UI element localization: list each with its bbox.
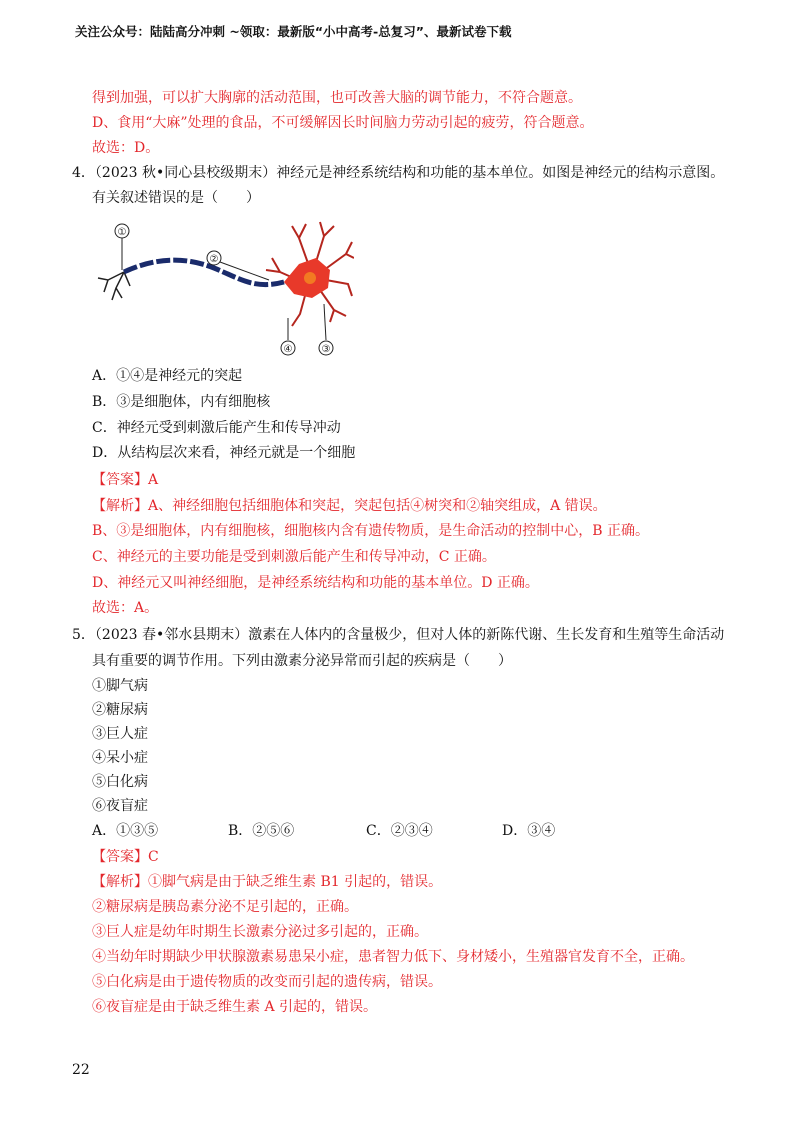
q5-item: ⑤白化病 — [92, 774, 148, 790]
q5-item: ①脚气病 — [92, 678, 148, 694]
q4-analysis-line: 【解析】A、神经细胞包括细胞体和突起，突起包括④树突和②轴突组成，A 错误。 — [92, 498, 607, 514]
q5-stem: 5．（2023 春•邻水县期末）激素在人体内的含量极少，但对人体的新陈代谢、生长发育和生殖等生命活动 — [72, 627, 725, 643]
q4-analysis-line: D、神经元又叫神经细胞，是神经系统结构和功能的基本单位。D 正确。 — [92, 575, 539, 591]
q5-answer: 【答案】C — [92, 849, 159, 865]
q5-option-a: A．①③⑤ — [92, 823, 159, 839]
neuron-diagram — [94, 218, 354, 360]
q5-analysis-line: 【解析】①脚气病是由于缺乏维生素 B1 引起的，错误。 — [92, 874, 443, 890]
q4-analysis-line: B、③是细胞体，内有细胞核，细胞核内含有遗传物质，是生命活动的控制中心，B 正确。 — [92, 523, 650, 539]
q5-option-b: B．②⑤⑥ — [228, 823, 295, 839]
q5-analysis-line: ⑥夜盲症是由于缺乏维生素 A 引起的，错误。 — [92, 999, 378, 1015]
q4-stem: 4．（2023 秋•同心县校级期末）神经元是神经系统结构和功能的基本单位。如图是神经元的结构示意图。 — [72, 165, 725, 181]
q4-option-c: C．神经元受到刺激后能产生和传导冲动 — [92, 420, 341, 436]
q4-option-d: D．从结构层次来看，神经元就是一个细胞 — [92, 445, 356, 461]
q5-analysis-line: ③巨人症是幼年时期生长激素分泌过多引起的，正确。 — [92, 924, 428, 940]
q4-option-b: B．③是细胞体，内有细胞核 — [92, 394, 271, 410]
q5-option-c: C．②③④ — [366, 823, 433, 839]
q5-option-d: D．③④ — [502, 823, 556, 839]
page-number: 22 — [72, 1062, 90, 1078]
q5-analysis-line: ⑤白化病是由于遗传物质的改变而引起的遗传病，错误。 — [92, 974, 442, 990]
q4-stem-cont: 有关叙述错误的是（ ） — [92, 190, 260, 206]
q5-analysis-line: ②糖尿病是胰岛素分泌不足引起的，正确。 — [92, 899, 358, 915]
q4-conclusion: 故选：A。 — [92, 600, 159, 616]
q5-analysis-line: ④当幼年时期缺少甲状腺激素易患呆小症，患者智力低下、身材矮小，生殖器官发育不全，正确。 — [92, 949, 694, 965]
q5-item: ⑥夜盲症 — [92, 798, 148, 814]
page-header: 关注公众号：陆陆高分冲刺 ~领取：最新版“小中高考-总复习”、最新试卷下载 — [75, 24, 512, 39]
q3-conclusion: 故选：D。 — [92, 140, 160, 156]
q4-answer: 【答案】A — [92, 472, 159, 488]
q4-analysis-line: C、神经元的主要功能是受到刺激后能产生和传导冲动，C 正确。 — [92, 549, 496, 565]
axon-terminal — [98, 272, 130, 300]
q5-stem-cont: 具有重要的调节作用。下列由激素分泌异常而引起的疾病是（ ） — [92, 653, 512, 669]
axon-myelin — [124, 260, 284, 284]
figure-label-3: ③ — [321, 344, 331, 355]
q5-item: ②糖尿病 — [92, 702, 148, 718]
q3-analysis-line: D、食用“大麻”处理的食品，不可缓解因长时间脑力劳动引起的疲劳，符合题意。 — [92, 115, 594, 131]
q5-item: ④呆小症 — [92, 750, 148, 766]
q4-option-a: A．①④是神经元的突起 — [92, 368, 243, 384]
q5-item: ③巨人症 — [92, 726, 148, 742]
q3-analysis-line: 得到加强，可以扩大胸廓的活动范围，也可改善大脑的调节能力，不符合题意。 — [92, 90, 582, 106]
figure-label-2: ② — [209, 254, 219, 265]
nucleus — [304, 272, 316, 284]
figure-label-1: ① — [117, 227, 127, 238]
figure-label-4: ④ — [283, 344, 293, 355]
